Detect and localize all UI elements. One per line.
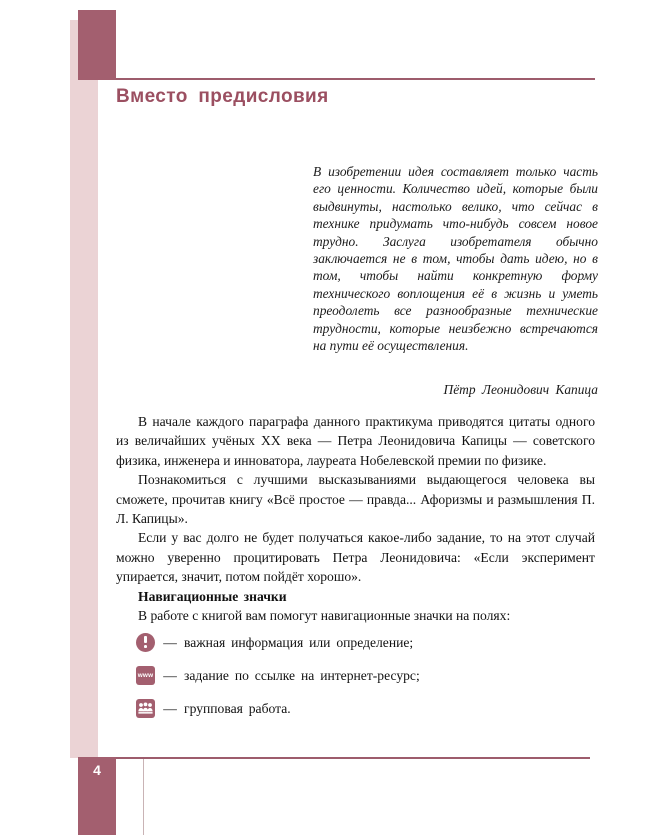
navigation-icons-legend bbox=[136, 626, 596, 725]
footer-rule bbox=[116, 757, 590, 759]
epigraph-text: В изобретении идея составляет только часть его ценности. Количество идей, которые были выдвинуты, настолько велико, что сейчас в технике придумать что-нибудь совсем новое трудно. Заслуга изобретателя обычно заключается не в том, чтобы дать идею, но в том, чтобы найти конкретную форму технического воплощения её в жизнь и уметь преодолеть все разнообразные технические трудности, которые неизбежно встречаются на пути её осуществления. bbox=[313, 164, 598, 354]
legend-item bbox=[136, 626, 596, 659]
body-paragraph: В работе с книгой вам помогут навигационные значки на полях: bbox=[138, 608, 511, 624]
legend-label: важная информация или определение; bbox=[184, 634, 414, 650]
www-icon-label: www bbox=[136, 666, 155, 685]
epigraph-author: Пётр Леонидович Капица bbox=[443, 382, 598, 397]
legend-item bbox=[136, 692, 596, 725]
group-work-icon bbox=[136, 699, 156, 719]
left-decorative-strip bbox=[70, 20, 98, 758]
footer-vertical-rule bbox=[143, 759, 144, 835]
page-number: 4 bbox=[93, 762, 101, 778]
section-subheading: Навигационные значки bbox=[138, 588, 287, 604]
header-accent-block bbox=[78, 10, 116, 80]
legend-dash: — bbox=[163, 634, 177, 650]
legend-dash: — bbox=[163, 700, 177, 716]
legend-label: задание по ссылке на интернет-ресурс; bbox=[184, 667, 420, 683]
page-title: Вместо предисловия bbox=[116, 86, 329, 107]
body-paragraph: Если у вас долго не будет получаться какое-либо задание, то на этот случай можно уверенно процитировать Петра Леонидовича: «Если эксперимент упирается, значит, потом пойдёт хорошо». bbox=[116, 530, 595, 585]
body-paragraph: Познакомиться с лучшими высказываниями выдающегося человека вы сможете, прочитав книгу «Всё простое — правда... Афоризмы и размышления П. Л. Капицы». bbox=[116, 472, 595, 527]
body-content bbox=[116, 412, 595, 625]
legend-dash: — bbox=[163, 667, 177, 683]
www-icon bbox=[136, 666, 156, 686]
body-paragraph: В начале каждого параграфа данного практикума приводятся цитаты одного из величайших учёных XX века — Петра Леонидовича Капицы — советского физика, инженера и инноватора, лауреата Нобелевской премии по физике. bbox=[116, 414, 595, 468]
header-rule bbox=[116, 78, 595, 80]
legend-label: групповая работа. bbox=[184, 700, 291, 716]
alert-circle-icon bbox=[136, 633, 156, 653]
group-work-glyph bbox=[138, 702, 153, 715]
legend-item bbox=[136, 659, 596, 692]
